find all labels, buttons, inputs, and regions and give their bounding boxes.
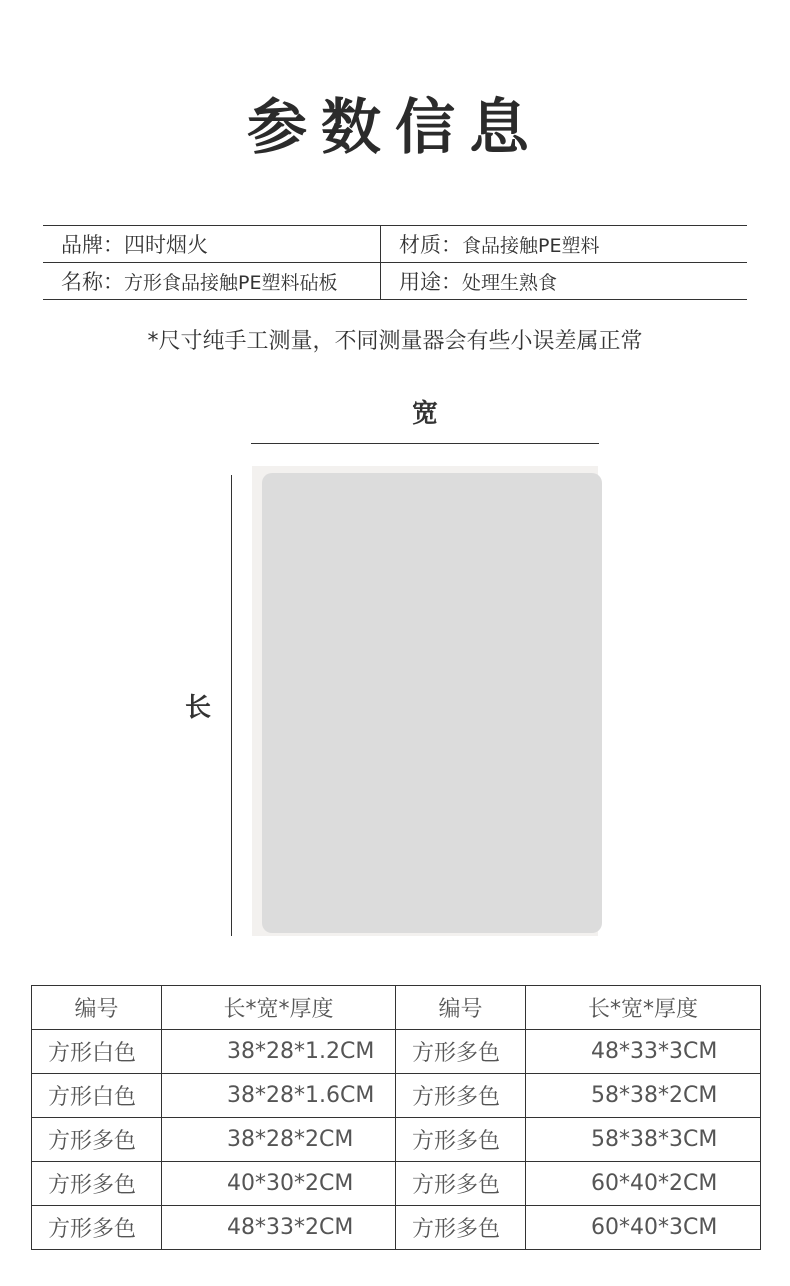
brand-value: 四时烟火 bbox=[124, 233, 208, 257]
page-title: 参数信息 bbox=[247, 93, 543, 163]
product-code: 方形多色 bbox=[32, 1206, 162, 1250]
product-code: 方形多色 bbox=[32, 1162, 162, 1206]
material-label: 材质： bbox=[399, 233, 462, 257]
table-row bbox=[32, 1074, 761, 1118]
width-dimension-line bbox=[251, 443, 599, 444]
material-value: 食品接触PE塑料 bbox=[462, 235, 600, 257]
product-dimensions: 40*30*2CM bbox=[162, 1162, 396, 1206]
product-code: 方形白色 bbox=[32, 1074, 162, 1118]
measurement-note: *尺寸纯手工测量，不同测量器会有些小误差属正常 bbox=[147, 329, 643, 354]
header-dimensions: 长*宽*厚度 bbox=[526, 986, 761, 1030]
product-dimensions: 60*40*3CM bbox=[526, 1206, 761, 1250]
product-code: 方形多色 bbox=[32, 1118, 162, 1162]
table-row bbox=[32, 1030, 761, 1074]
brand-cell bbox=[43, 226, 381, 263]
use-value: 处理生熟食 bbox=[462, 272, 558, 294]
table-row bbox=[32, 1206, 761, 1250]
spec-table bbox=[43, 225, 747, 300]
product-dimensions: 38*28*1.2CM bbox=[162, 1030, 396, 1074]
table-row bbox=[32, 1162, 761, 1206]
use-label: 用途： bbox=[399, 270, 462, 294]
product-code: 方形多色 bbox=[396, 1206, 526, 1250]
name-value: 方形食品接触PE塑料砧板 bbox=[124, 272, 338, 294]
name-label: 名称： bbox=[61, 270, 124, 294]
header-code: 编号 bbox=[32, 986, 162, 1030]
product-dimensions: 58*38*3CM bbox=[526, 1118, 761, 1162]
product-dimensions: 38*28*2CM bbox=[162, 1118, 396, 1162]
cutting-board-image bbox=[262, 473, 602, 933]
product-code: 方形多色 bbox=[396, 1162, 526, 1206]
product-dimensions: 60*40*2CM bbox=[526, 1162, 761, 1206]
material-cell bbox=[381, 226, 748, 263]
length-label: 长 bbox=[184, 693, 211, 723]
product-code: 方形多色 bbox=[396, 1030, 526, 1074]
product-code: 方形多色 bbox=[396, 1074, 526, 1118]
table-row bbox=[32, 1118, 761, 1162]
product-code: 方形白色 bbox=[32, 1030, 162, 1074]
product-dimensions: 38*28*1.6CM bbox=[162, 1074, 396, 1118]
product-dimensions: 58*38*2CM bbox=[526, 1074, 761, 1118]
product-dimensions: 48*33*3CM bbox=[526, 1030, 761, 1074]
product-dimensions: 48*33*2CM bbox=[162, 1206, 396, 1250]
spec-row bbox=[43, 263, 747, 300]
length-dimension-line bbox=[231, 475, 232, 936]
spec-row bbox=[43, 226, 747, 263]
size-table bbox=[31, 985, 761, 1250]
header-code: 编号 bbox=[396, 986, 526, 1030]
use-cell bbox=[381, 263, 748, 300]
name-cell bbox=[43, 263, 381, 300]
brand-label: 品牌： bbox=[61, 233, 124, 257]
size-table-header bbox=[32, 986, 761, 1030]
product-code: 方形多色 bbox=[396, 1118, 526, 1162]
width-label: 宽 bbox=[411, 399, 438, 429]
header-dimensions: 长*宽*厚度 bbox=[162, 986, 396, 1030]
